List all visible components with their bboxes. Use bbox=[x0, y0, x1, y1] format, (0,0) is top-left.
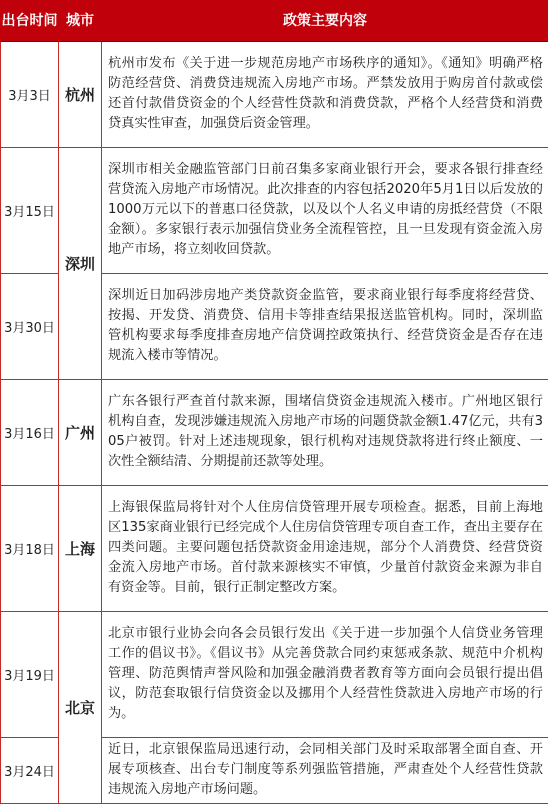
table-row bbox=[1, 486, 548, 612]
row-content: 杭州市发布《关于进一步规范房地产市场秩序的通知》。《通知》明确严格防范经营贷、消费贷违规流入房地产市场。严禁发放用于购房首付款或偿还首付款借贷资金的个人经营性贷款和消费贷款，严格个人经营贷和消费贷真实性审查，加强贷后资金管理。 bbox=[102, 42, 548, 148]
row-date: 3月30日 bbox=[1, 274, 59, 380]
row-date: 3月18日 bbox=[1, 486, 59, 612]
row-city: 上海 bbox=[59, 486, 102, 612]
row-content: 广东各银行严查首付款来源，围堵信贷资金违规流入楼市。广州地区银行机构自查，发现涉嫌违规流入房地产市场的问题贷款金额1.47亿元，共有305户被罚。针对上述违规现象，银行机构对违规贷款将进行终止额度、一次性全额结清、分期提前还款等处理。 bbox=[102, 380, 548, 486]
table-row bbox=[1, 42, 548, 148]
header-city: 城市 bbox=[59, 1, 102, 42]
row-date: 3月24日 bbox=[1, 738, 59, 804]
header-date: 出台时间 bbox=[1, 1, 59, 42]
header-content: 政策主要内容 bbox=[102, 1, 548, 42]
row-date: 3月19日 bbox=[1, 612, 59, 738]
row-city: 广州 bbox=[59, 380, 102, 486]
row-date: 3月3日 bbox=[1, 42, 59, 148]
row-content: 深圳市相关金融监管部门日前召集多家商业银行开会，要求各银行排查经营贷流入房地产市场情况。此次排查的内容包括2020年5月1日以后发放的1000万元以下的普惠口径贷款，以及以个人名义申请的房抵经营贷（不限金额）。多家银行表示加强信贷业务全流程管控，且一旦发现有资金流入房地产市场，将立刻收回贷款。 bbox=[102, 148, 548, 274]
row-date: 3月15日 bbox=[1, 148, 59, 274]
row-city: 深圳 bbox=[59, 148, 102, 380]
table-row bbox=[1, 148, 548, 274]
table-row bbox=[1, 612, 548, 738]
row-city: 杭州 bbox=[59, 42, 102, 148]
row-content: 深圳近日加码涉房地产类贷款资金监管，要求商业银行每季度将经营贷、按揭、开发贷、消费贷、信用卡等排查结果报送监管机构。同时，深圳监管机构要求每季度排查房地产信贷调控政策执行、经营贷资金是否存在违规流入楼市等情况。 bbox=[102, 274, 548, 380]
row-content: 北京市银行业协会向各会员银行发出《关于进一步加强个人信贷业务管理工作的倡议书》。《倡议书》从完善贷款合同约束惩戒条款、规范中介机构管理、防范舆情声誉风险和加强金融消费者教育等方面向会员银行提出倡议，防范套取银行信贷资金以及挪用个人经营性贷款进入房地产市场的行为。 bbox=[102, 612, 548, 738]
row-city: 北京 bbox=[59, 612, 102, 804]
table-header-row bbox=[1, 1, 548, 42]
row-date: 3月16日 bbox=[1, 380, 59, 486]
table-row bbox=[1, 380, 548, 486]
row-content: 上海银保监局将针对个人住房信贷管理开展专项检查。据悉，目前上海地区135家商业银行已经完成个人住房信贷管理专项自查工作，查出主要存在四类问题。主要问题包括贷款资金用途违规，部分个人消费贷、经营贷资金流入房地产市场。首付款来源核实不审慎，少量首付款资金来源为非自有资金等。目前，银行正制定整改方案。 bbox=[102, 486, 548, 612]
row-content: 近日，北京银保监局迅速行动，会同相关部门及时采取部署全面自查、开展专项核查、出台专门制度等系列强监管措施，严肃查处个人经营性贷款违规流入房地产市场问题。 bbox=[102, 738, 548, 804]
